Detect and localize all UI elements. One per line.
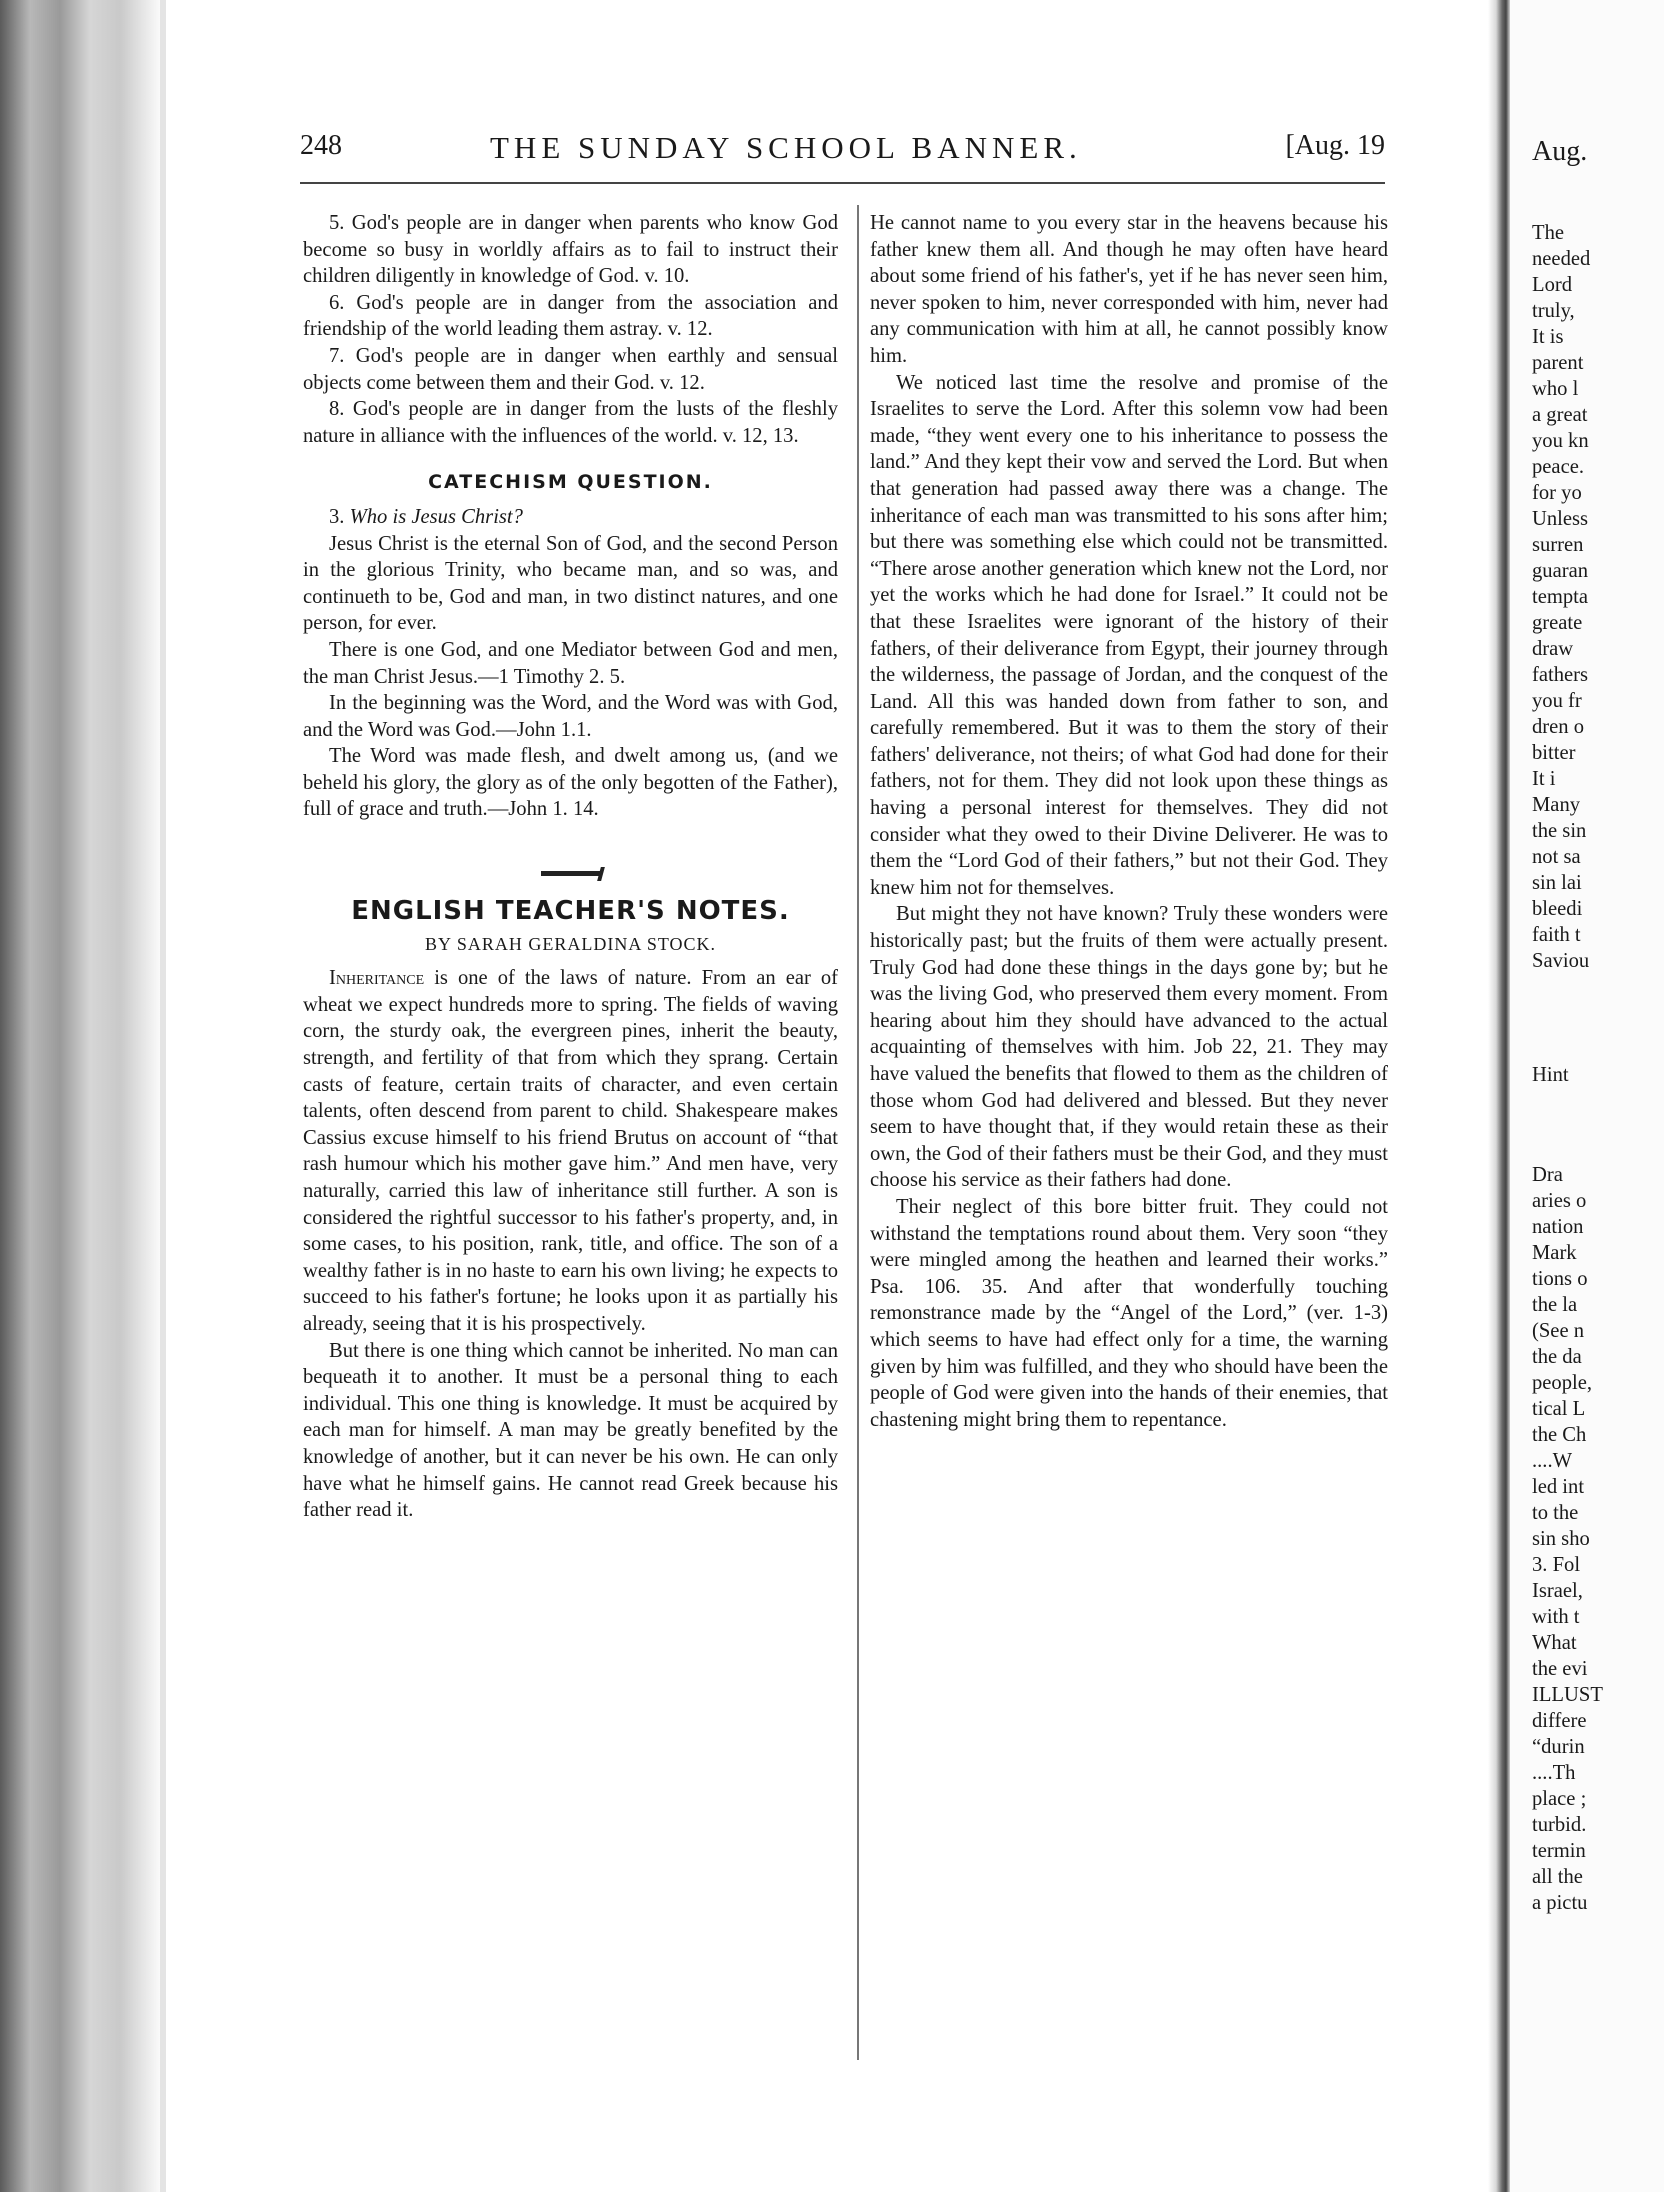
facing-page-line: bitter xyxy=(1532,742,1576,764)
facing-page-line: aries o xyxy=(1532,1190,1587,1212)
header-rule xyxy=(300,182,1385,184)
facing-page-line: ILLUST xyxy=(1532,1684,1603,1706)
facing-page-line: the da xyxy=(1532,1346,1582,1368)
running-title: THE SUNDAY SCHOOL BANNER. xyxy=(490,130,1082,165)
facing-page-line: the la xyxy=(1532,1294,1578,1316)
facing-page-line: Unless xyxy=(1532,508,1589,530)
facing-page-line: draw xyxy=(1532,638,1574,660)
facing-page-line: tempta xyxy=(1532,586,1589,608)
notes-title: ENGLISH TEACHER'S NOTES. xyxy=(351,896,790,927)
catechism-answer: The Word was made flesh, and dwelt among us, (and we beheld his glory, the glory as of the only begotten of the Father), full of grace and truth.—John 1. 14. xyxy=(303,745,838,821)
facing-page-line: truly, xyxy=(1532,300,1575,322)
catechism-question xyxy=(303,504,838,531)
facing-page-line: you kn xyxy=(1532,430,1589,452)
column-divider xyxy=(857,205,859,2060)
catechism-answer: There is one God, and one Mediator between God and men, the man Christ Jesus.—1 Timothy 2. 5. xyxy=(303,638,838,688)
facing-page-line: surren xyxy=(1532,534,1584,556)
facing-page-line: dren o xyxy=(1532,716,1585,738)
section-ornament xyxy=(541,871,601,876)
notes-paragraph: He cannot name to you every star in the heavens because his father knew them all. And though he may often have heard about some friend of his father's, yet if he has never seen him, never spoken to him, never corresponded with him, never had any communication with him at all, he cannot possibly know him. xyxy=(870,212,1388,367)
facing-page-line: tical L xyxy=(1532,1398,1586,1420)
facing-page-line: sin lai xyxy=(1532,872,1582,894)
facing-page-line: nation xyxy=(1532,1216,1584,1238)
facing-page-line: the sin xyxy=(1532,820,1587,842)
facing-page-line: Dra xyxy=(1532,1164,1563,1186)
facing-page-line: fathers xyxy=(1532,664,1589,686)
facing-page-line: not sa xyxy=(1532,846,1581,868)
notes-paragraph: Their neglect of this bore bitter fruit. They could not withstand the temptations round about them. Very soon “they were mingled among the heathen and learned their works.” Psa. 106. 35. And after that wonderfully touching remonstrance made by the “Angel of the Lord,” (ver. 1-3) which seems to have had effect only for a time, the warning given by him was fulfilled, and they who should have been the people of God were given into the hands of their enemies, that chastening might bring them to repentance. xyxy=(870,1195,1388,1431)
book-gutter xyxy=(1488,0,1510,2192)
facing-page-line: people, xyxy=(1532,1372,1593,1394)
facing-page-line: needed xyxy=(1532,248,1591,270)
catechism-question-text: Who is Jesus Christ? xyxy=(349,505,523,528)
notes-paragraph-text: is one of the laws of nature. From an ear of wheat we expect hundreds more to spring. The fields of waving corn, the sturdy oak, the evergreen pines, inherit the beauty, strength, and fertility of that from which they sprang. Certain casts of feature, certain traits of character, and even certain talents, often descend from parent to child. Shakespeare makes Cassius excuse himself to his friend Brutus on account of “that rash humour which his mother gave him.” And men have, very naturally, carried this law of inheritance still further. A son is considered the rightful successor to his father's property, and, in some cases, to his position, rank, title, and office. The son of a wealthy father is in no haste to earn his own living; he expects to succeed to his father's fortune; he looks upon it as partially his already, seeing that it is his prospectively. xyxy=(303,967,838,1335)
facing-page-line: faith t xyxy=(1532,924,1581,946)
page-number: 248 xyxy=(300,130,342,161)
facing-page-line: Hint xyxy=(1532,1064,1569,1086)
notes-paragraph: But there is one thing which cannot be inherited. No man can bequeath it to another. It must be a personal thing to each individual. This one thing is knowledge. It must be acquired by each man for himself. A man may be greatly benefited by the knowledge of another, but it can never be his own. He can only have what he himself gains. He cannot read Greek because his father read it. xyxy=(303,1339,838,1522)
running-header xyxy=(300,130,1385,174)
notes-byline: BY SARAH GERALDINA STOCK. xyxy=(424,933,717,954)
facing-page-line: peace. xyxy=(1532,456,1585,478)
facing-page-line: greate xyxy=(1532,612,1583,634)
facing-page-line: the evi xyxy=(1532,1658,1588,1680)
intro-paragraph: 6. God's people are in danger from the association and friendship of the world leading them astray. v. 12. xyxy=(303,291,838,341)
facing-page-line: Saviou xyxy=(1532,950,1590,972)
facing-page-line: The xyxy=(1532,222,1565,244)
facing-page-line: ....W xyxy=(1532,1450,1573,1472)
intro-paragraph: 7. God's people are in danger when earthly and sensual objects come between them and their God. v. 12. xyxy=(303,344,838,394)
left-column xyxy=(303,210,838,1524)
facing-page-line: Many xyxy=(1532,794,1581,816)
book-binding-edge xyxy=(0,0,160,2192)
facing-page-line: “durin xyxy=(1532,1736,1585,1758)
page-edge xyxy=(160,0,166,2192)
facing-page-line: turbid. xyxy=(1532,1814,1587,1836)
facing-page-line: Aug. xyxy=(1532,136,1588,167)
facing-page-fragment xyxy=(1510,0,1664,2192)
facing-page-line: Mark xyxy=(1532,1242,1577,1264)
intro-paragraph: 5. God's people are in danger when parents who know God become so busy in worldly affairs as to fail to instruct their children diligently in knowledge of God. v. 10. xyxy=(303,212,838,288)
running-date: [Aug. 19 xyxy=(1285,130,1385,161)
facing-page-line: tions o xyxy=(1532,1268,1588,1290)
facing-page-line: for yo xyxy=(1532,482,1582,504)
notes-lead-word: Inheritance xyxy=(329,967,425,990)
facing-page-line: to the xyxy=(1532,1502,1579,1524)
facing-page-line: ....Th xyxy=(1532,1762,1576,1784)
facing-page-line: the Ch xyxy=(1532,1424,1587,1446)
facing-page-line: with t xyxy=(1532,1606,1580,1628)
facing-page-line: Lord xyxy=(1532,274,1573,296)
facing-page-line: It i xyxy=(1532,768,1556,790)
catechism-question-number: 3. xyxy=(329,505,345,528)
facing-page-line: bleedi xyxy=(1532,898,1583,920)
right-column xyxy=(870,210,1388,1433)
facing-page-line: (See n xyxy=(1532,1320,1585,1342)
facing-page-line: 3. Fol xyxy=(1532,1554,1581,1576)
facing-page-line: sin sho xyxy=(1532,1528,1590,1550)
facing-page-line: termin xyxy=(1532,1840,1586,1862)
facing-page-line: place ; xyxy=(1532,1788,1587,1810)
facing-page-line: led int xyxy=(1532,1476,1585,1498)
catechism-answer: In the beginning was the Word, and the Word was with God, and the Word was God.—John 1.1. xyxy=(303,692,838,741)
facing-page-line: you fr xyxy=(1532,690,1582,712)
intro-paragraph: 8. God's people are in danger from the lusts of the fleshly nature in alliance with the influences of the world. v. 12, 13. xyxy=(303,398,838,447)
notes-paragraph xyxy=(303,965,838,1337)
catechism-answer: Jesus Christ is the eternal Son of God, and the second Person in the glorious Trinity, who became man, and so was, and continueth to be, God and man, in two distinct natures, and one person, for ever. xyxy=(303,532,838,635)
catechism-heading: CATECHISM QUESTION. xyxy=(428,471,713,494)
facing-page-line: guaran xyxy=(1532,560,1589,582)
notes-paragraph: But might they not have known? Truly these wonders were historically past; but the fruits of them were actually present. Truly God had done these things in the days gone by; but he was the living God, who preserved them every moment. From hearing about him they should have advanced to the actual acquainting of themselves with him. Job 22, 21. They may have valued the benefits that flowed to them as the children of those whom God had delivered and blessed. But they never seem to have thought that, if they would retain these as their own, the God of their fathers must be their God, and they must choose his service as their fathers had done. xyxy=(870,903,1388,1192)
facing-page-line: parent xyxy=(1532,352,1584,374)
facing-page-line: a pictu xyxy=(1532,1892,1588,1914)
facing-page-line: who l xyxy=(1532,378,1579,400)
facing-page-line: all the xyxy=(1532,1866,1583,1888)
notes-paragraph: We noticed last time the resolve and promise of the Israelites to serve the Lord. After this solemn vow had been made, “they went every one to his inheritance to possess the land.” And they kept their vow and served the Lord. But when that generation had passed away there was a change. The inheritance of each man was transmitted to his sons after him; but there was something else which could not be transmitted. “There arose another generation which knew not the Lord, nor yet the works which he had done for Israel.” It could not be that these Israelites were ignorant of the history of their fathers, of their deliverance from Egypt, their journey through the wilderness, the passage of Jordan, and the conquest of the Land. All this was handed down from father to son, and carefully remembered. But it was to them the story of their fathers' deliverance, not theirs; of what God had done for their fathers, not for them. They did not look upon these things as having a personal interest for themselves. They did not consider what they owed to their Divine Deliverer. He was to them the “Lord God of their fathers,” but not their God. They knew him not for themselves. xyxy=(870,371,1388,899)
facing-page-line: differe xyxy=(1532,1710,1587,1732)
facing-page-line: It is xyxy=(1532,326,1564,348)
facing-page-line: What xyxy=(1532,1632,1577,1654)
facing-page-line: a great xyxy=(1532,404,1588,426)
facing-page-line: Israel, xyxy=(1532,1580,1583,1602)
